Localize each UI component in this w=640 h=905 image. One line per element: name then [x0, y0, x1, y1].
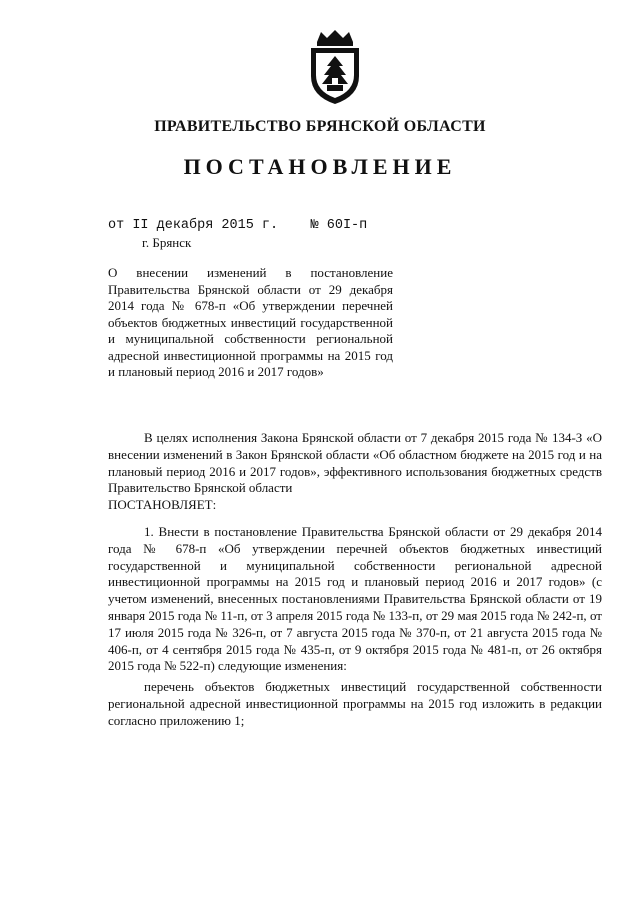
document-body: [108, 430, 602, 730]
preamble-paragraph: В целях исполнения Закона Брянской области от 7 декабря 2015 года № 134-З «О внесении изменений в Закон Брянской области «Об областном бюджете на 2015 год и на плановый период 2016 и 2017 годов», эффективного использования бюджетных средств Правительство Брянской области: [108, 430, 602, 496]
document-city: г. Брянск: [142, 235, 192, 250]
decree-word: ПОСТАНОВЛЯЕТ:: [108, 497, 217, 513]
document-number: 60I-п: [326, 218, 368, 233]
date-number-line: [108, 218, 367, 233]
number-prefix: №: [310, 218, 327, 233]
coat-of-arms-icon: [303, 28, 367, 108]
organization-title: ПРАВИТЕЛЬСТВО БРЯНСКОЙ ОБЛАСТИ: [154, 118, 486, 135]
date-prefix: от: [108, 218, 133, 233]
document-subject: О внесении изменений в постановление Правительства Брянской области от 29 декабря 2014 года № 678-п «Об утверждении перечней объектов бюджетных инвестиций государственной и муниципальной собственности региональной адресной инвестиционной программы на 2015 год и плановый период 2016 и 2017 годов»: [108, 265, 393, 379]
document-type-title: ПОСТАНОВЛЕНИЕ: [183, 154, 457, 179]
item-1-sub-paragraph: перечень объектов бюджетных инвестиций государственной собственности региональной адресной инвестиционной программы на 2015 год изложить в редакции согласно приложению 1;: [108, 679, 602, 728]
item-1-paragraph: 1. Внести в постановление Правительства Брянской области от 29 декабря 2014 года № 678-п «Об утверждении перечней объектов бюджетных инвестиций государственной и муниципальной собственности региональной адресной инвестиционной программы на 2015 год и плановый период 2016 и 2017 годов» (с учетом изменений, внесенных постановлениями Правительства Брянской области от 19 января 2015 года № 11-п, от 3 апреля 2015 года № 133-п, от 29 мая 2015 года № 242-п, от 17 июля 2015 года № 326-п, от 7 августа 2015 года № 370-п, от 21 августа 2015 года № 406-п, от 4 сентября 2015 года № 435-п, от 9 октября 2015 года № 481-п, от 26 октября 2015 года № 522-п) следующие изменения:: [108, 523, 602, 674]
document-date: II декабря 2015 г.: [132, 218, 279, 233]
